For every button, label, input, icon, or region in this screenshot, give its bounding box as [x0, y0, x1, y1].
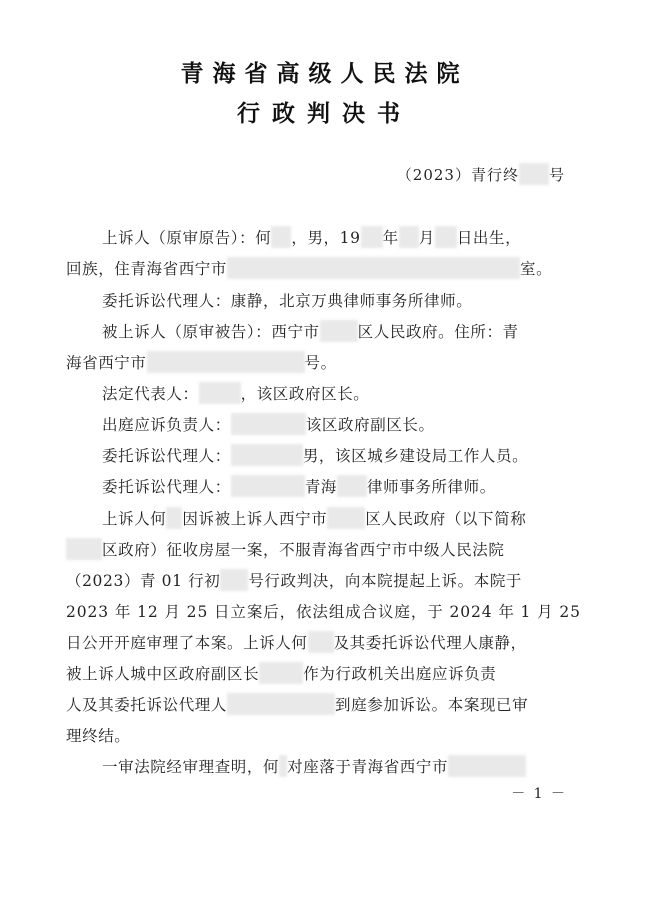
text-segment: 理终结。 — [66, 727, 131, 745]
text-segment: 对座落于青海省西宁市 — [287, 758, 449, 776]
text-segment: 委托诉讼代理人： — [102, 447, 231, 465]
text-segment: 到庭参加诉讼。本案现已审 — [335, 696, 529, 714]
redaction-block — [435, 226, 457, 248]
text-segment: 及其委托诉讼代理人康静， — [333, 634, 527, 652]
redaction-block — [166, 507, 182, 529]
text-segment: 区人民政府。住所：青 — [357, 323, 519, 341]
text-segment: 委托诉讼代理人：康静，北京万典律师事务所律师。 — [102, 292, 473, 310]
text-segment: 法定代表人： — [102, 385, 199, 403]
redaction-block — [519, 163, 549, 185]
text-segment: 委托诉讼代理人： — [102, 478, 231, 496]
text-segment: 区政府）征收房屋一案，不服青海省西宁市中级人民法院 — [102, 541, 505, 559]
text-line — [66, 600, 581, 622]
text-segment: 一审法院经审理查明，何 — [102, 758, 280, 776]
text-segment: 因诉被上诉人西宁市 — [182, 510, 328, 528]
text-segment: 日公开开庭审理了本案。上诉人何 — [66, 634, 308, 652]
redaction-block — [337, 475, 367, 497]
text-segment: 号行政判决，向本院提起上诉。本院于 — [248, 572, 523, 590]
redaction-block — [279, 755, 287, 777]
redaction-block — [271, 226, 291, 248]
redaction-block — [231, 444, 303, 466]
redaction-block — [199, 382, 241, 404]
text-line — [102, 444, 528, 466]
redaction-block — [259, 662, 303, 684]
text-segment: 该区政府副区长。 — [305, 416, 435, 434]
redaction-block — [327, 507, 365, 529]
text-segment: 人及其委托诉讼代理人 — [66, 696, 228, 714]
redaction-block — [231, 475, 305, 497]
text-line — [102, 320, 519, 342]
court-title: 青海省高级人民法院 — [180, 60, 469, 87]
text-line — [66, 693, 528, 715]
text-line — [102, 226, 521, 248]
text-segment: 上诉人（原审原告）：何 — [102, 229, 272, 247]
text-segment: 男，该区城乡建设局工作人员。 — [302, 447, 529, 465]
text-segment: 律师事务所律师。 — [367, 478, 496, 496]
redaction-block — [320, 320, 358, 342]
text-line — [102, 382, 369, 404]
redaction-block — [231, 413, 306, 435]
text-line — [66, 662, 496, 684]
text-segment: 回族，住青海省西宁市 — [66, 260, 228, 278]
text-segment: 被上诉人（原审被告）：西宁市 — [102, 323, 320, 341]
text-line — [66, 569, 522, 591]
redaction-block — [147, 351, 305, 373]
text-segment: 青海 — [304, 478, 338, 496]
redaction-block — [448, 755, 526, 777]
text-segment: 出庭应诉负责人： — [102, 416, 231, 434]
redaction-block — [227, 257, 520, 279]
text-segment: （2023）青 01 行初 — [66, 572, 221, 590]
text-line — [102, 507, 526, 529]
text-line — [66, 351, 337, 373]
text-segment: 年 — [382, 229, 399, 247]
text-segment: 上诉人何 — [102, 510, 167, 528]
redaction-block — [66, 538, 102, 560]
redaction-block — [361, 226, 383, 248]
text-segment: 室。 — [520, 260, 553, 278]
text-line — [102, 413, 435, 435]
text-segment: ，该区政府区长。 — [240, 385, 370, 403]
text-line — [102, 475, 496, 497]
page-number: － 1 － — [511, 786, 567, 802]
text-segment: 作为行政机关出庭应诉负责 — [303, 665, 497, 683]
text-segment: ，男，19 — [291, 229, 361, 247]
text-segment: 2023 年 12 月 25 日立案后，依法组成合议庭，于 2024 年 1 月 25 — [66, 603, 581, 621]
document-type-title: 行政判决书 — [237, 100, 412, 127]
text-line — [66, 257, 552, 279]
text-line — [66, 538, 505, 560]
text-line — [102, 289, 472, 311]
text-segment: 区人民政府（以下简称 — [365, 510, 527, 528]
redaction-block — [308, 631, 334, 653]
redaction-block — [399, 226, 419, 248]
text-segment: 海省西宁市 — [66, 354, 147, 372]
text-line — [66, 724, 130, 746]
redaction-block — [227, 693, 335, 715]
text-segment: 日出生， — [456, 229, 522, 247]
redaction-block — [220, 569, 248, 591]
text-line — [102, 755, 526, 777]
case-number: （2023）青行终 号 — [397, 163, 565, 185]
text-segment: 月 — [418, 229, 435, 247]
text-line — [66, 631, 527, 653]
text-segment: 被上诉人城中区政府副区长 — [66, 665, 260, 683]
text-segment: 号。 — [304, 354, 337, 372]
